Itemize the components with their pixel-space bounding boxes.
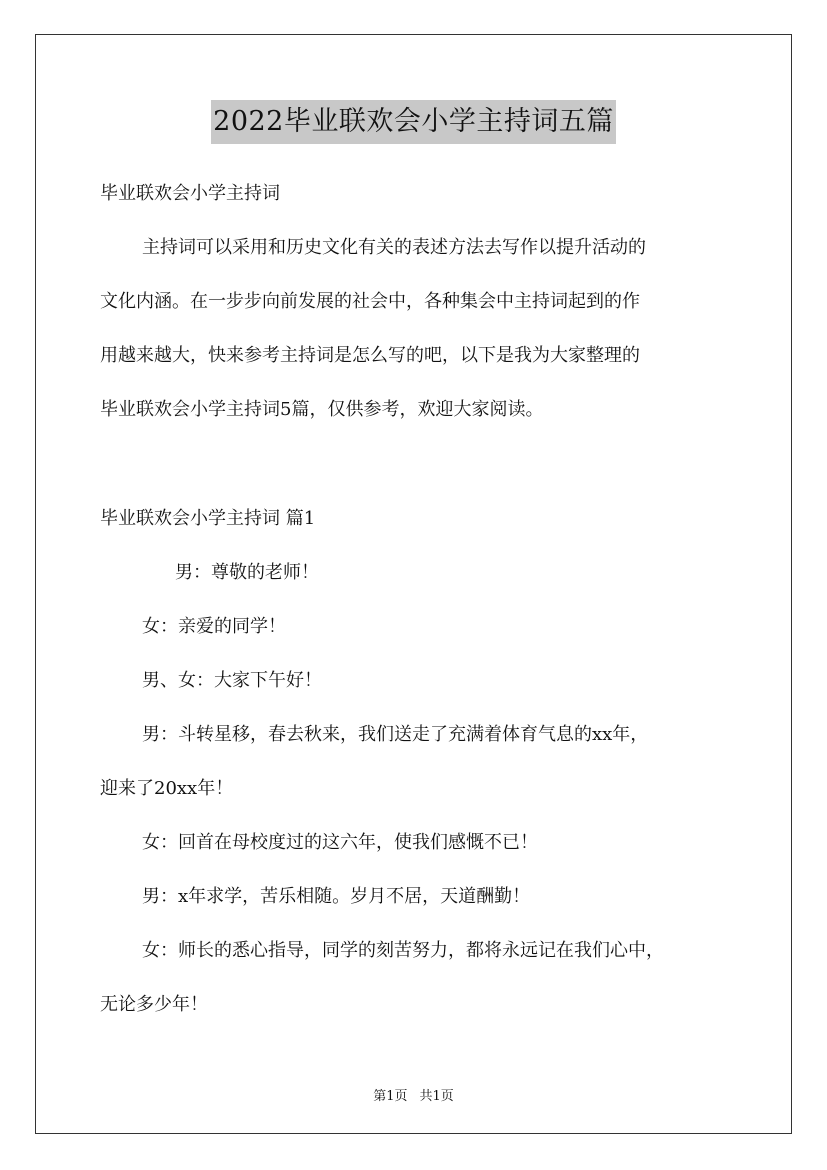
dialogue-line: 男、女：大家下午好！ [142,670,322,691]
dialogue-line: 男：尊敬的老师！ [175,562,319,583]
dialogue-line: 男：斗转星移，春去秋来，我们送走了充满着体育气息的xx年， [142,724,649,745]
intro-line-4: 毕业联欢会小学主持词5篇，仅供参考，欢迎大家阅读。 [100,399,544,420]
subtitle: 毕业联欢会小学主持词 [100,183,280,204]
dialogue-line: 男：x年求学，苦乐相随。岁月不居，天道酬勤！ [142,886,531,907]
dialogue-line: 无论多少年！ [100,994,208,1015]
section-heading: 毕业联欢会小学主持词 篇1 [100,508,316,529]
title-container [0,100,827,144]
intro-line-3: 用越来越大，快来参考主持词是怎么写的吧，以下是我为大家整理的 [100,345,640,366]
page-total: 共1页 [419,1089,454,1104]
document-title: 2022毕业联欢会小学主持词五篇 [211,100,616,144]
intro-line-1: 主持词可以采用和历史文化有关的表述方法去写作以提升活动的 [142,237,646,258]
dialogue-line: 迎来了20xx年！ [100,778,234,799]
dialogue-line: 女：亲爱的同学！ [142,616,286,637]
page-number: 第1页 [373,1089,408,1104]
dialogue-line: 女：师长的悉心指导，同学的刻苦努力，都将永远记在我们心中， [142,940,664,961]
intro-line-2: 文化内涵。在一步步向前发展的社会中，各种集会中主持词起到的作 [100,291,640,312]
dialogue-line: 女：回首在母校度过的这六年，使我们感慨不已！ [142,832,538,853]
page-footer [0,1085,827,1104]
